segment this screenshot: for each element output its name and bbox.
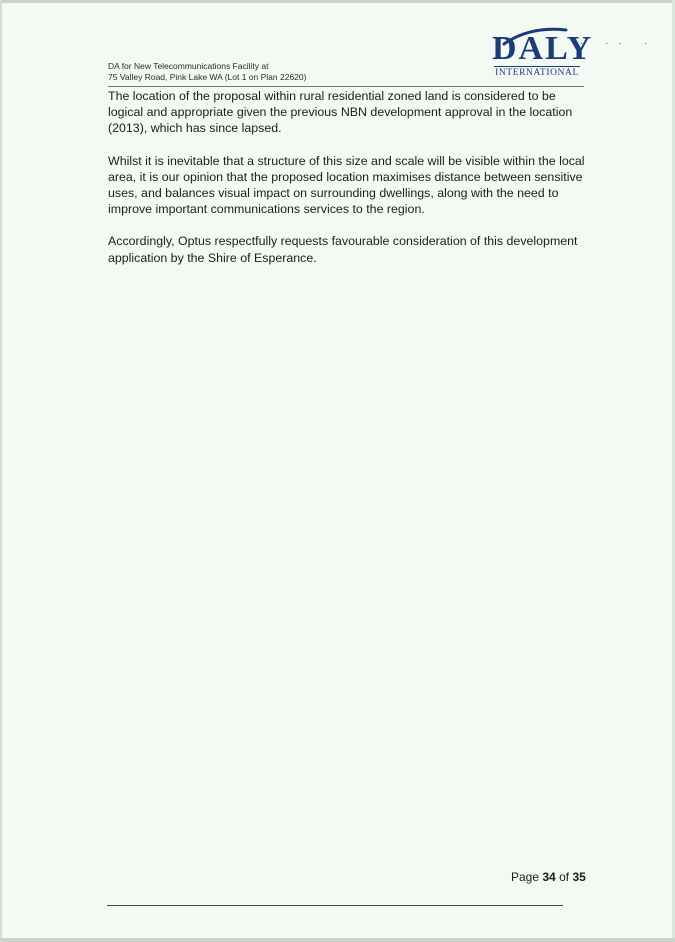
page-current: 34 xyxy=(542,870,556,884)
header-line-2: 75 Valley Road, Pink Lake WA (Lot 1 on Plan 22620) xyxy=(108,72,307,82)
page-total: 35 xyxy=(572,870,586,884)
footer-divider xyxy=(107,905,563,906)
company-logo xyxy=(490,24,594,78)
scan-edge-bottom xyxy=(0,938,675,942)
header-line-1: DA for New Telecommunications Facility at xyxy=(108,61,269,71)
page-of: of xyxy=(559,870,570,884)
scan-edge-left xyxy=(0,0,2,942)
scan-edge-top xyxy=(0,0,675,3)
body-paragraph: The location of the proposal within rural residential zoned land is considered to be logical and appropriate given the previous NBN development approval in the location (2013), which has since lapsed. xyxy=(108,89,573,136)
page-number xyxy=(511,870,586,884)
page-label: Page xyxy=(511,870,540,884)
scan-specks: · ·· · xyxy=(580,38,657,48)
body-paragraph: Accordingly, Optus respectfully requests favourable consideration of this development application by the Shire of Esperance. xyxy=(108,234,578,265)
document-body xyxy=(108,88,586,282)
logo-wordmark: DALY xyxy=(492,30,594,67)
header-divider xyxy=(108,86,584,87)
body-paragraph: Whilst it is inevitable that a structure of this size and scale will be visible within the local area, it is our opinion that the proposed location maximises distance between sensitive uses, and balances visual impact on surrounding dwellings, along with the need to improve important communications services to the region. xyxy=(108,153,585,217)
logo-subtitle: INTERNATIONAL xyxy=(495,68,579,78)
document-header-reference xyxy=(108,61,306,83)
